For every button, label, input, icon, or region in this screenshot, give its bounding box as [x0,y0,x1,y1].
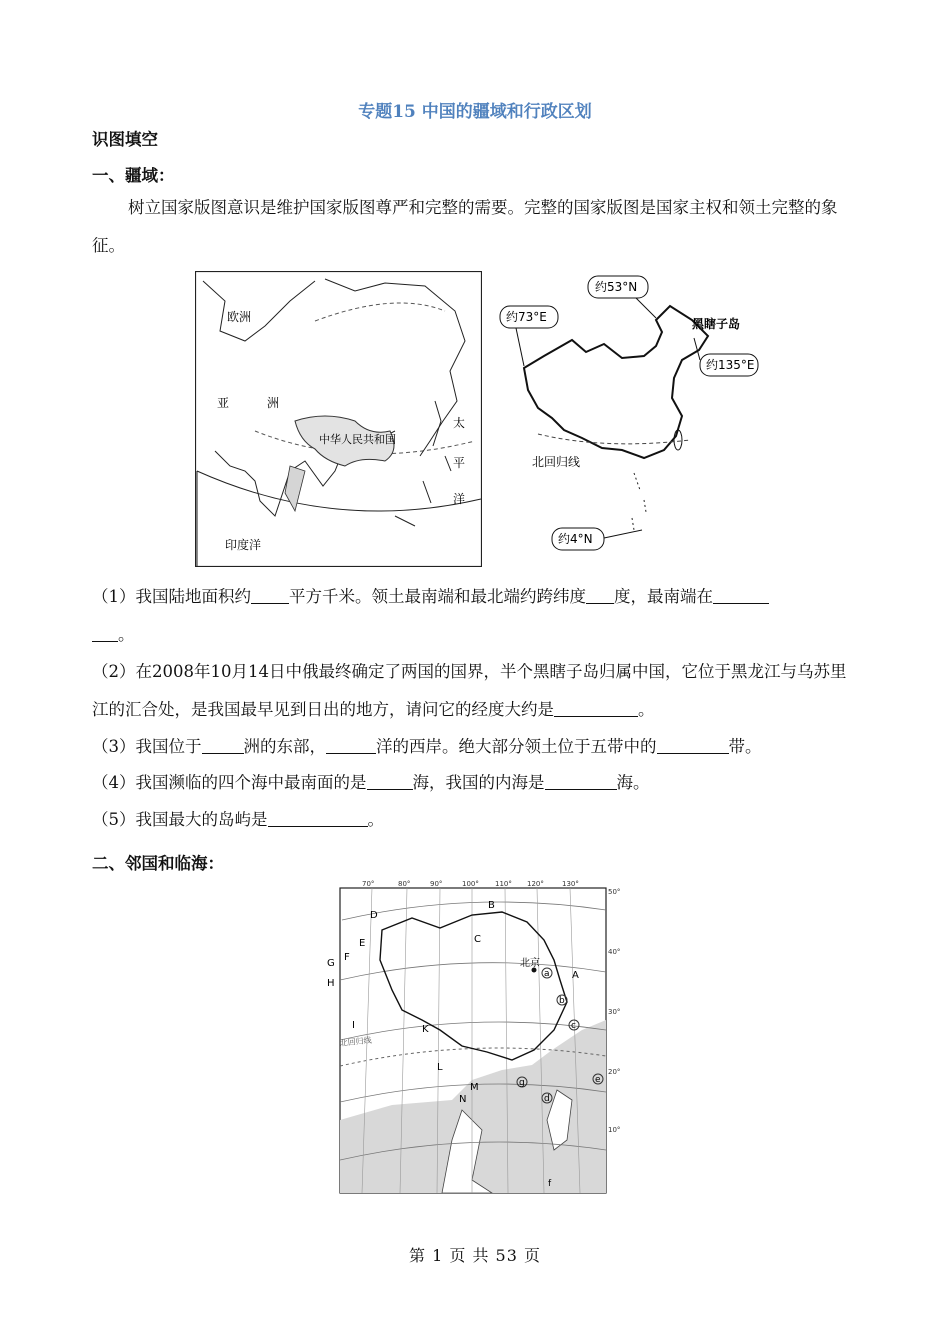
label-indian-ocean: 印度洋 [225,538,262,552]
question-3 [92,728,862,766]
q2-text-a: （2）在2008年10月14日中俄最终确定了两国的国界，半个黑瞎子岛归属中国，它位于黑龙江与乌苏里江的汇合处，是我国最早见到日出的地方，请问它的经度大约是 [92,662,847,719]
q1-blank-3[interactable] [713,587,769,604]
page-title: 专题15 中国的疆域和行政区划 [358,102,592,122]
q1-text-d: 。 [118,625,135,644]
q1-blank-3b[interactable] [92,625,118,642]
country-D: D [370,910,378,921]
q1-text-a: （1）我国陆地面积约 [92,587,251,606]
lon-label-6: 130° [562,880,579,888]
lon-label-1: 80° [398,880,411,888]
q3-blank-3[interactable] [657,737,729,754]
china-extremes-map [494,268,764,558]
sea-g: g [519,1078,525,1088]
q3-blank-2[interactable] [326,737,376,754]
section1-intro: 树立国家版图意识是维护国家版图尊严和完整的需要。完整的国家版图是国家主权和领土完整的象征。 [92,198,838,255]
page-footer: 第 1 页 共 53 页 [409,1246,541,1265]
label-island: 黑瞎子岛 [692,317,741,331]
label-pacific-2: 平 [453,456,466,470]
lat-label-2: 30° [608,1008,621,1016]
question-4 [92,764,862,802]
country-E: E [359,938,366,949]
q3-blank-1[interactable] [202,737,244,754]
country-L: L [437,1062,443,1073]
country-H: H [327,978,335,989]
label-asia-1: 亚 [217,396,230,410]
q3-text-d: 带。 [728,737,762,756]
country-K: K [422,1024,429,1035]
q1-text-c: 度，最南端在 [614,587,713,606]
lon-label-0: 70° [362,880,375,888]
q3-text-a: （3）我国位于 [92,737,202,756]
q4-blank-1[interactable] [367,773,413,790]
sea-d: d [544,1094,550,1104]
lat-label-0: 50° [608,888,621,896]
q4-blank-2[interactable] [545,773,617,790]
lon-label-2: 90° [430,880,443,888]
subtitle: 识图填空 [92,130,158,149]
label-pacific-1: 太 [453,416,466,430]
label-china: 中华人民共和国 [319,433,396,446]
label-lat4: 约4°N [558,532,593,546]
country-A: A [572,970,579,981]
q3-text-c: 洋的西岸。绝大部分领土位于五带中的 [376,737,657,756]
lat-label-3: 20° [608,1068,621,1076]
label-beijing: 北京 [520,958,540,969]
label-europe: 欧洲 [227,310,252,324]
label-tropic-3: 北回归线 [339,1035,373,1048]
label-pacific-3: 洋 [453,492,466,506]
sea-a: a [544,969,550,979]
sea-b: b [559,996,565,1006]
q4-text-c: 海。 [616,773,650,792]
q2-blank[interactable] [554,700,638,717]
country-F: F [344,952,350,963]
q4-text-a: （4）我国濒临的四个海中最南面的是 [92,773,367,792]
lon-label-5: 120° [527,880,544,888]
section2-heading: 二、邻国和临海： [92,854,224,873]
label-tropic: 北回归线 [532,455,581,469]
q3-text-b: 洲的东部， [243,737,326,756]
q1-blank-2[interactable] [586,587,614,604]
label-lat53: 约53°N [595,280,638,294]
question-2 [92,653,862,729]
label-asia-2: 洲 [267,396,280,410]
sea-e: e [595,1075,601,1085]
q5-text-b: 。 [367,810,384,829]
q2-text-b: 。 [638,700,655,719]
label-lon73: 约73°E [506,310,547,324]
country-I: I [352,1020,355,1031]
label-lon135: 约135°E [706,358,755,372]
question-5 [92,801,862,839]
sea-f: f [548,1179,552,1189]
section1-heading: 一、疆域： [92,166,175,185]
q5-text-a: （5）我国最大的岛屿是 [92,810,268,829]
lon-label-3: 100° [462,880,479,888]
q4-text-b: 海，我国的内海是 [412,773,545,792]
q1-text-b: 平方千米。领土最南端和最北端约跨纬度 [289,587,586,606]
lat-label-1: 40° [608,948,621,956]
sea-c: c [571,1021,576,1031]
lon-label-4: 110° [495,880,512,888]
country-B: B [488,900,495,911]
q5-blank[interactable] [268,810,368,827]
asia-map [195,271,482,567]
country-M: M [470,1082,479,1093]
neighbors-map [322,880,622,1195]
lat-label-4: 10° [608,1126,621,1134]
country-N: N [459,1094,467,1105]
q1-blank-1[interactable] [251,587,289,604]
country-G: G [327,958,335,969]
country-C: C [474,934,481,945]
question-1 [92,578,862,654]
